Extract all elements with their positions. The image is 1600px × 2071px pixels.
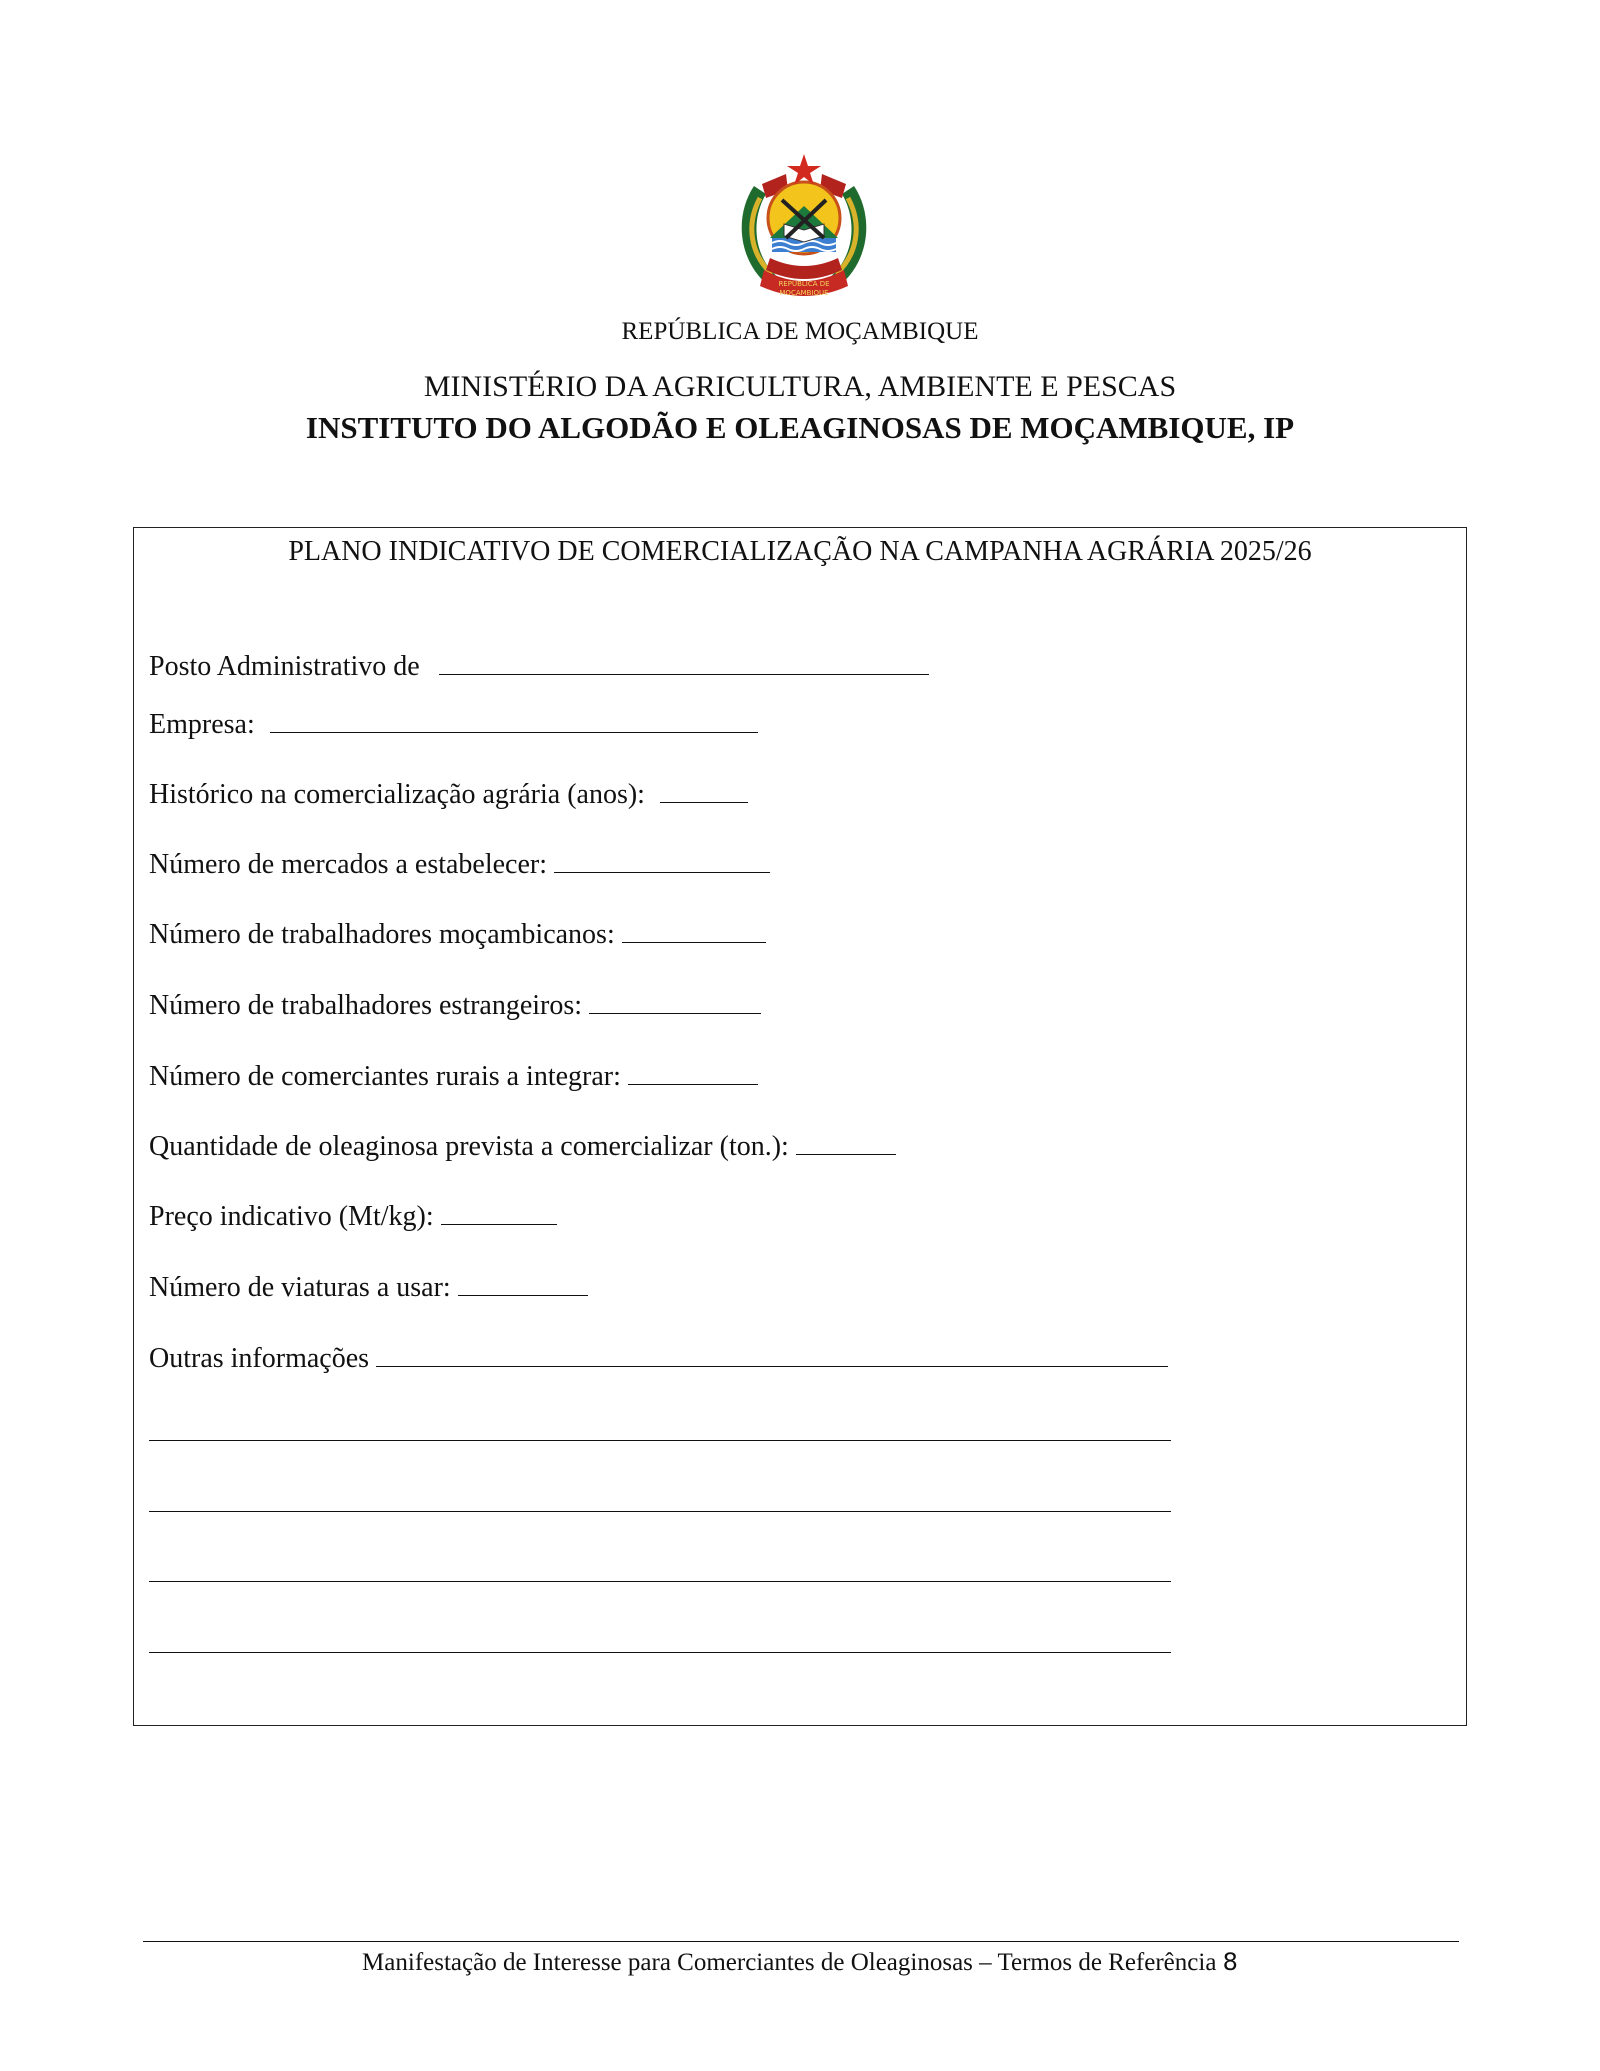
preco-indicativo-input[interactable] (441, 1196, 557, 1225)
field-label: Empresa: (149, 709, 255, 740)
field-preco-indicativo (149, 1196, 557, 1234)
historico-input[interactable] (660, 774, 748, 803)
svg-text:REPÚBLICA DE: REPÚBLICA DE (778, 280, 830, 288)
viaturas-input[interactable] (458, 1267, 588, 1296)
mercados-input[interactable] (554, 844, 770, 873)
field-label: Número de trabalhadores estrangeiros: (149, 990, 583, 1021)
form-title: PLANO INDICATIVO DE COMERCIALIZAÇÃO NA CAMPANHA AGRÁRIA 2025/26 (288, 536, 1312, 567)
field-comerciantes-rurais (149, 1056, 758, 1094)
field-label: Preço indicativo (Mt/kg): (149, 1201, 434, 1232)
republic-name: REPÚBLICA DE MOÇAMBIQUE (621, 318, 979, 345)
page-footer (0, 1948, 1600, 1977)
outras-informacoes-line[interactable] (149, 1652, 1171, 1653)
field-trabalhadores-estrangeiros (149, 985, 761, 1023)
footer-text: Manifestação de Interesse para Comerciantes de Oleaginosas – Termos de Referência (362, 1949, 1217, 1976)
outras-informacoes-line[interactable] (149, 1440, 1171, 1441)
field-posto-administrativo (149, 646, 929, 684)
field-label: Número de viaturas a usar: (149, 1272, 451, 1303)
field-trabalhadores-mocambicanos (149, 914, 766, 952)
comerciantes-rurais-input[interactable] (628, 1056, 758, 1085)
coat-of-arms-icon (724, 146, 884, 306)
field-label: Número de trabalhadores moçambicanos: (149, 919, 615, 950)
field-label: Posto Administrativo de (149, 651, 420, 682)
trabalhadores-estrangeiros-input[interactable] (589, 985, 761, 1014)
field-outras-informacoes (149, 1338, 1168, 1376)
field-label: Quantidade de oleaginosa prevista a comercializar (ton.): (149, 1131, 789, 1162)
institute-name: INSTITUTO DO ALGODÃO E OLEAGINOSAS DE MOÇAMBIQUE, IP (305, 410, 1295, 445)
quantidade-oleaginosa-input[interactable] (796, 1126, 896, 1155)
outras-informacoes-line[interactable] (149, 1581, 1171, 1582)
field-viaturas (149, 1267, 588, 1305)
svg-text:MOÇAMBIQUE: MOÇAMBIQUE (779, 289, 829, 297)
field-quantidade-oleaginosa (149, 1126, 896, 1164)
trabalhadores-mocambicanos-input[interactable] (622, 914, 766, 943)
outras-informacoes-input[interactable] (376, 1338, 1168, 1367)
page-number: 8 (1222, 1948, 1238, 1976)
field-label: Número de comerciantes rurais a integrar: (149, 1061, 621, 1092)
empresa-input[interactable] (270, 704, 758, 733)
commercialization-plan-form (133, 527, 1467, 1726)
ministry-name: MINISTÉRIO DA AGRICULTURA, AMBIENTE E PESCAS (423, 370, 1177, 403)
field-label: Histórico na comercialização agrária (anos): (149, 779, 645, 810)
field-empresa (149, 704, 758, 742)
outras-informacoes-line[interactable] (149, 1511, 1171, 1512)
field-historico (149, 774, 748, 812)
footer-divider (143, 1941, 1459, 1942)
field-mercados (149, 844, 770, 882)
posto-administrativo-input[interactable] (439, 646, 929, 675)
field-label: Outras informações (149, 1343, 370, 1374)
field-label: Número de mercados a estabelecer: (149, 849, 548, 880)
